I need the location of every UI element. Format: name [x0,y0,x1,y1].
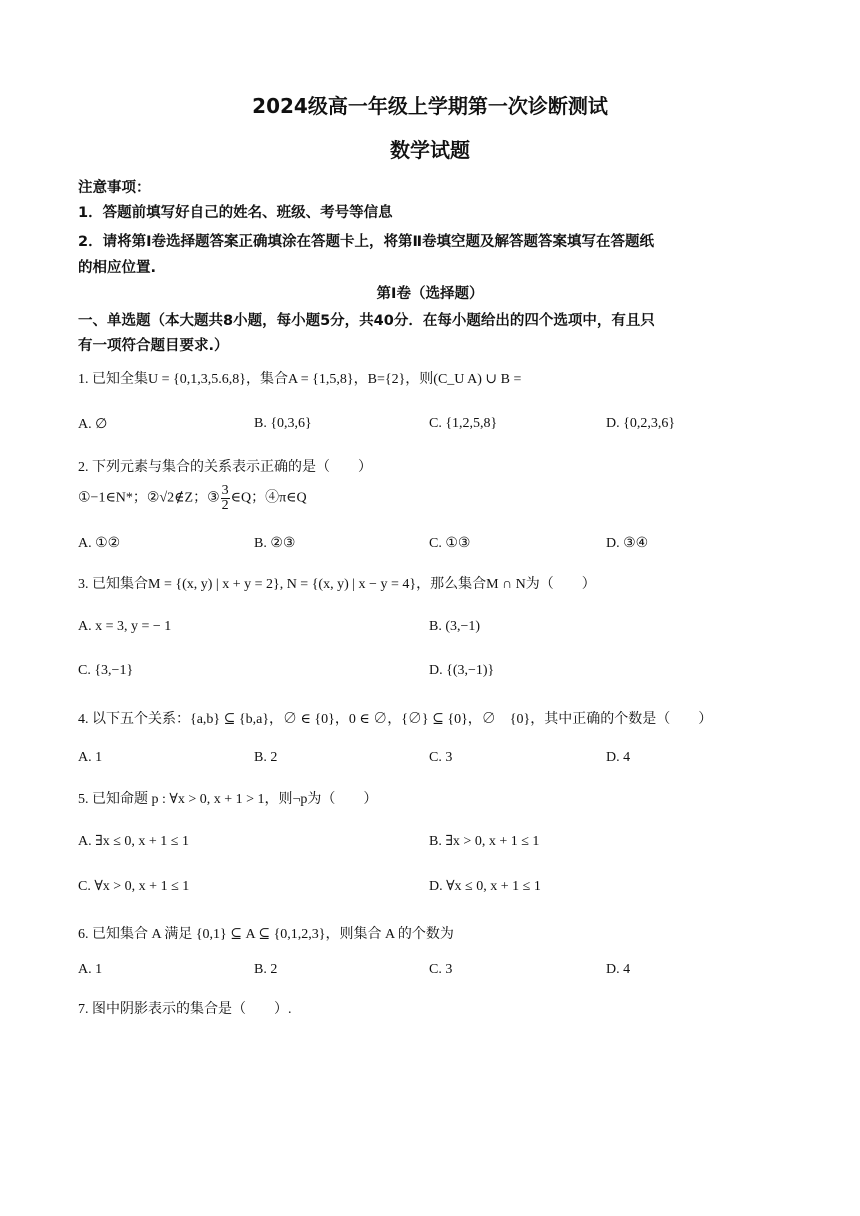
section-heading-line-2: 有一项符合题目要求.） [78,338,229,354]
question-2-option-d: D. ③④ [606,536,649,551]
question-1-option-d: D. {0,2,3,6} [606,416,676,431]
question-6-option-b: B. 2 [254,962,278,977]
fraction-denominator: 2 [221,498,229,513]
subject-title: 数学试题 [390,138,470,162]
question-2-items [78,484,307,513]
question-1-option-b: B. {0,3,6} [254,416,312,431]
question-2-option-b: B. ②③ [254,536,296,551]
question-1-option-a: A. ∅ [78,417,108,432]
question-3-option-a: A. x = 3, y = − 1 [78,619,172,634]
notice-item-1: 1．答题前填写好自己的姓名、班级、考号等信息 [78,205,393,221]
question-5-stem: 5. 已知命题 p : ∀x > 0, x + 1 > 1，则¬p为（ ） [78,792,378,807]
question-3-stem: 3. 已知集合M = {(x, y) | x + y = 2}, N = {(x, y) | x − y = 4}，那么集合M ∩ N为（ ） [78,577,596,592]
question-5-option-c: C. ∀x > 0, x + 1 ≤ 1 [78,879,190,894]
fraction-three-halves [221,484,230,513]
question-4-stem: 4. 以下五个关系：{a,b} ⊆ {b,a}，∅ ∈ {0}，0 ∈ ∅，{∅} ⊆ {0}，∅ {0}，其中正确的个数是（ ） [78,712,713,727]
question-5-option-a: A. ∃x ≤ 0, x + 1 ≤ 1 [78,834,189,849]
question-7-stem: 7. 图中阴影表示的集合是（ ）. [78,1002,292,1017]
fraction-numerator: 3 [221,483,229,498]
notice-heading: 注意事项： [78,180,151,196]
question-1-option-c: C. {1,2,5,8} [429,416,498,431]
question-2-stem: 2. 下列元素与集合的关系表示正确的是（ ） [78,460,372,475]
question-2-option-c: C. ①③ [429,536,471,551]
notice-item-2-line-2: 的相应位置. [78,260,157,276]
question-3-option-d: D. {(3,−1)} [429,663,495,678]
question-2-items-part-a: ①−1∈N*；②√2∉Z；③ [78,490,220,506]
question-1-stem: 1. 已知全集U = {0,1,3,5.6,8}，集合A = {1,5,8}，B={2}，则(C_U A) ∪ B = [78,372,522,387]
question-4-option-a: A. 1 [78,750,103,765]
question-6-option-a: A. 1 [78,962,103,977]
exam-title: 2024级高一年级上学期第一次诊断测试 [252,94,608,118]
question-4-option-d: D. 4 [606,750,631,765]
notice-item-2-line-1: 2．请将第Ⅰ卷选择题答案正确填涂在答题卡上，将第Ⅱ卷填空题及解答题答案填写在答题纸 [78,234,655,250]
question-4-option-b: B. 2 [254,750,278,765]
question-2-items-part-b: ∈Q；④π∈Q [230,490,307,506]
question-6-option-d: D. 4 [606,962,631,977]
section-heading-line-1: 一、单选题（本大题共8小题，每小题5分，共40分．在每小题给出的四个选项中，有且只 [78,313,655,329]
question-5-option-b: B. ∃x > 0, x + 1 ≤ 1 [429,834,540,849]
question-6-option-c: C. 3 [429,962,453,977]
question-2-option-a: A. ①② [78,536,121,551]
part-title: 第Ⅰ卷（选择题） [376,286,484,302]
question-4-option-c: C. 3 [429,750,453,765]
question-3-option-c: C. {3,−1} [78,663,134,678]
question-5-option-d: D. ∀x ≤ 0, x + 1 ≤ 1 [429,879,541,894]
question-6-stem: 6. 已知集合 A 满足 {0,1} ⊆ A ⊆ {0,1,2,3}，则集合 A 的个数为 [78,927,454,942]
question-3-option-b: B. (3,−1) [429,619,481,634]
